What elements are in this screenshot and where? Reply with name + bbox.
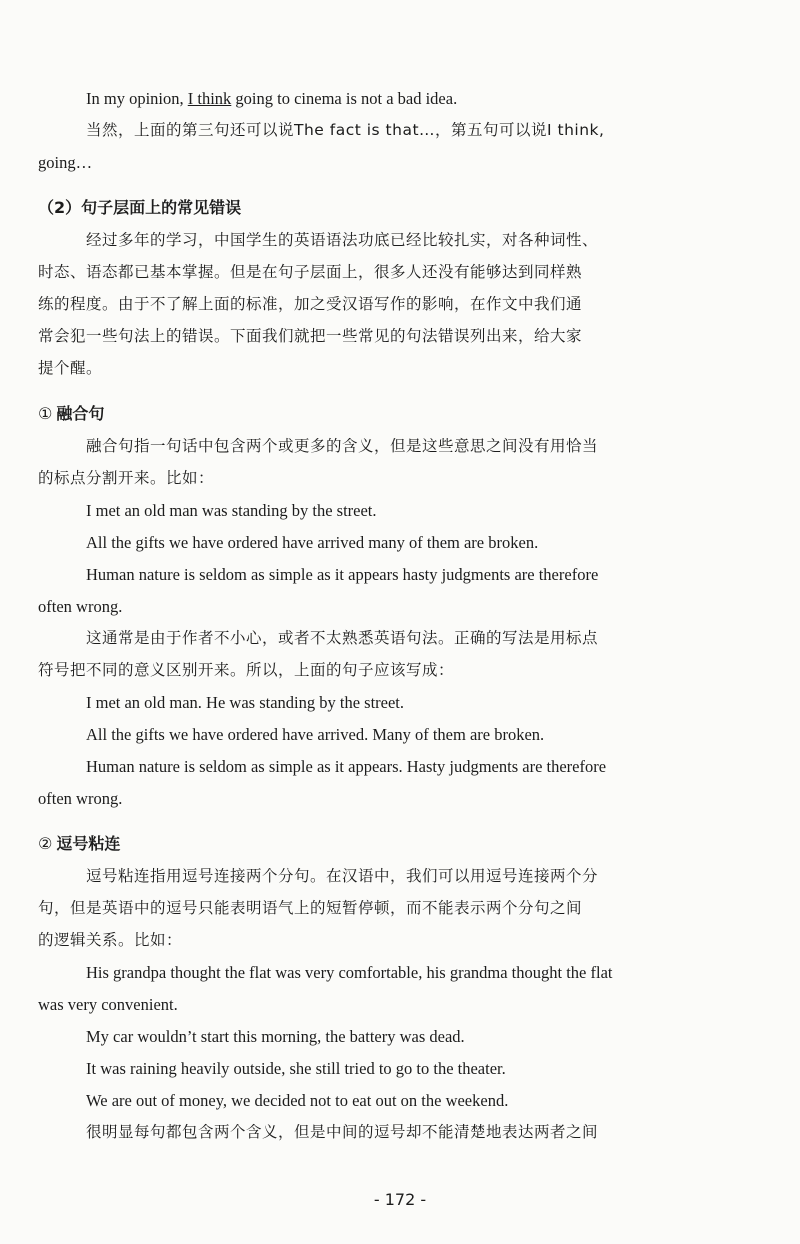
page-number: - 172 - <box>373 1190 427 1209</box>
para-line: 练的程度。由于不了解上面的标准，加之受汉语写作的影响，在作文中我们通 <box>38 295 583 313</box>
example-sentence: It was raining heavily outside, she still tried to go to the theater. <box>86 1059 506 1078</box>
para-line: 融合句指一句话中包含两个或更多的含义，但是这些意思之间没有用恰当 <box>86 437 599 455</box>
para-line: 的标点分割开来。比如： <box>38 469 215 487</box>
example-sentence: His grandpa thought the flat was very comfortable, his grandma thought the flat <box>86 963 613 982</box>
para-line: 常会犯一些句法上的错误。下面我们就把一些常见的句法错误列出来，给大家 <box>38 327 583 345</box>
para-line: 经过多年的学习，中国学生的英语语法功底已经比较扎实，对各种词性、 <box>86 231 599 249</box>
example-sentence: All the gifts we have ordered have arrived. Many of them are broken. <box>86 725 545 744</box>
opinion-post: going to cinema is not a bad idea. <box>231 89 458 108</box>
example-sentence: We are out of money, we decided not to eat out on the weekend. <box>86 1091 509 1110</box>
circled-number: ① <box>38 404 53 423</box>
example-sentence: Human nature is seldom as simple as it appears. Hasty judgments are therefore <box>86 757 607 776</box>
subsection-heading-fused <box>38 401 750 424</box>
section-heading: （2）句子层面上的常见错误 <box>38 198 242 217</box>
note-line-2: going… <box>38 153 93 172</box>
example-sentence-cont: was very convenient. <box>38 995 178 1014</box>
para-line: 这通常是由于作者不小心，或者不太熟悉英语句法。正确的写法是用标点 <box>86 629 599 647</box>
example-sentence: Human nature is seldom as simple as it appears hasty judgments are therefore <box>86 565 599 584</box>
circled-number: ② <box>38 834 53 853</box>
para-line: 时态、语态都已基本掌握。但是在句子层面上，很多人还没有能够达到同样熟 <box>38 263 583 281</box>
subsection-title: 融合句 <box>56 404 105 423</box>
example-sentence: All the gifts we have ordered have arrived many of them are broken. <box>86 533 539 552</box>
subsection-heading-comma <box>38 831 750 854</box>
para-line: 句，但是英语中的逗号只能表明语气上的短暂停顿，而不能表示两个分句之间 <box>38 899 583 917</box>
para-line: 提个醒。 <box>38 359 103 377</box>
opinion-sentence <box>38 88 750 109</box>
example-sentence-cont: often wrong. <box>38 789 123 808</box>
example-sentence: I met an old man. He was standing by the street. <box>86 693 405 712</box>
para-line: 的逻辑关系。比如： <box>38 931 183 949</box>
opinion-pre: In my opinion, <box>86 89 188 108</box>
note-line-1: 当然，上面的第三句还可以说The fact is that…，第五句可以说I think, <box>86 121 605 139</box>
para-line: 很明显每句都包含两个含义，但是中间的逗号却不能清楚地表达两者之间 <box>86 1123 599 1141</box>
para-line: 符号把不同的意义区别开来。所以，上面的句子应该写成： <box>38 661 455 679</box>
para-line: 逗号粘连指用逗号连接两个分句。在汉语中，我们可以用逗号连接两个分 <box>86 867 599 885</box>
subsection-title: 逗号粘连 <box>56 834 121 853</box>
example-sentence-cont: often wrong. <box>38 597 123 616</box>
opinion-underlined: I think <box>187 89 232 108</box>
example-sentence: I met an old man was standing by the street. <box>86 501 377 520</box>
example-sentence: My car wouldn’t start this morning, the battery was dead. <box>86 1027 465 1046</box>
